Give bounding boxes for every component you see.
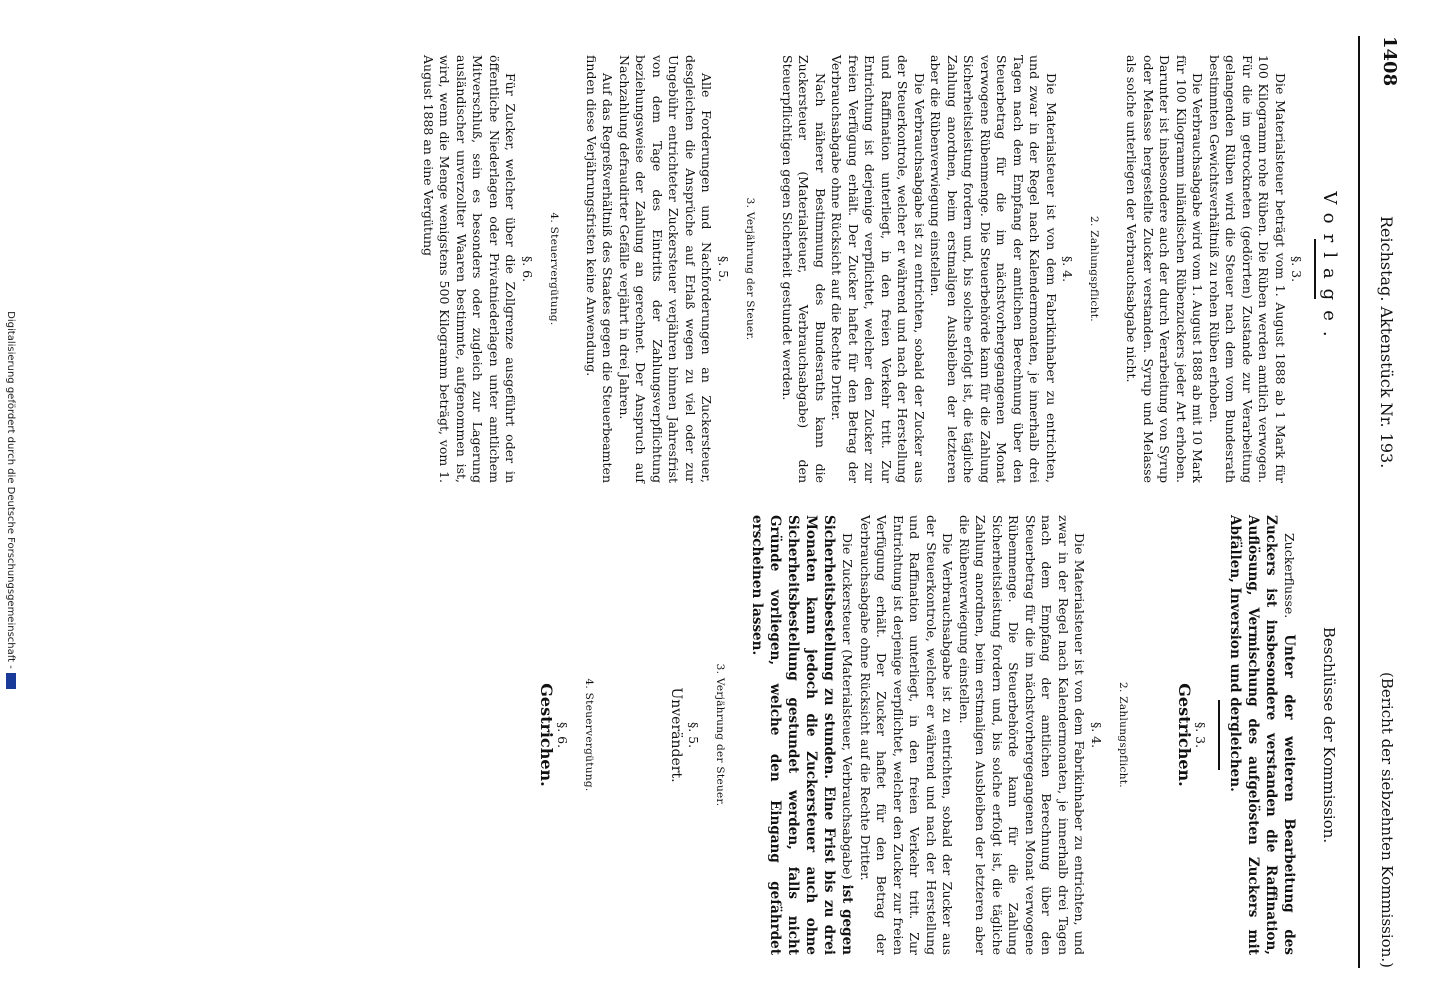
- section-label: §. 5.: [716, 255, 731, 283]
- footer-strip: [0, 0, 20, 1000]
- paragraph: Die Materialsteuer ist von dem Fabrikinhaber zu entrichten, und zwar in der Regel nach Kalendermonaten, je innerhalb drei Tagen nach dem Empfang der amtlichen Berechnung über den Steuerbetrag für die im nächstvorhergegangenen Monat verwogene Rübenmenge. Die Steuerbehörde kann für die Zahlung Sicherheitsleistung fordern und, bis solche erfolgt ist, die tägliche Zahlung anordnen, beim erstmaligen Ausbleiben der letzteren aber die Rübenverwiegung einstellen.: [957, 515, 1088, 955]
- subsection-caption: 2. Zahlungspflicht.: [1088, 216, 1101, 322]
- intro-text: Zuckerflusse.: [1282, 533, 1298, 619]
- dfg-logo-icon: [6, 673, 16, 689]
- column-heading: Beschlüsse der Kommission.: [1320, 626, 1338, 844]
- paragraph: Auf das Regreßverhältniß des Staates gegen die Steuerbeamten finden diese Verjährungsfristen keine Anwendung.: [584, 55, 616, 483]
- column-kommission: [538, 515, 1338, 955]
- header-subtitle: (Bericht der siebzehnten Kommission.): [1378, 672, 1396, 968]
- intro-bold-text: Unter der weiteren Bearbeitung des Zuckers ist insbesondere verstanden die Raffination, Auflösung, Vermischung des aufgelösten Zuckers mit Abfällen, Inversion und dergleichen.: [1227, 515, 1298, 955]
- paragraph: Die Verbrauchsabgabe ist zu entrichten, sobald der Zucker aus der Steuerkontrole, welcher er während und nach der Herstellung und Raffination unterliegt, in den freien Verkehr tritt. Zur Entrichtung ist derjenige verpflichtet, welcher den Zucker zur freien Verfügung erhält. Der Zucker haftet für den Betrag der Verbrauchsabgabe ohne Rücksicht auf die Rechte Dritter.: [829, 55, 927, 483]
- header-rule: [1358, 36, 1360, 968]
- paragraph: [749, 515, 857, 955]
- subsection-caption: 3. Verjährung der Steuer.: [744, 197, 756, 341]
- paragraph: Die Verbrauchsabgabe ist zu entrichten, sobald der Zucker aus der Steuerkontrole, welcher er während und nach der Herstellung und Raffination unterliegt, in den freien Verkehr tritt. Zur Entrichtung ist derjenige verpflichtet, welcher den Zucker zur freien Verfügung erhält. Der Zucker haftet für den Betrag der Verbrauchsabgabe ohne Rücksicht auf die Rechte Dritter.: [858, 515, 956, 955]
- paragraph-intro: [1227, 515, 1299, 955]
- paragraph: Alle Forderungen und Nachforderungen an Zuckersteuer, desgleichen die Ansprüche auf Erlaß wegen zu viel oder zur Ungebühr entrichteter Zuckersteuer verjähren binnen Jahresfrist von dem Tage des Eintritts der Zahlungsverpflichtung beziehungsweise der Zahlung an gerechnet. Der Anspruch auf Nachzahlung defraudirter Gefälle verjährt in drei Jahren.: [617, 55, 715, 483]
- footer: [2, 0, 18, 1000]
- paragraph-bold-text: ist gegen Sicherheitsbestellung zu stunden. Eine Frist bis zu drei Monaten kann jedoch die Zuckersteuer auch ohne Sicherheitsbestellung gestundet werden, falls nicht Gründe vorliegen, welche den Eingang gefährdet erscheinen lassen.: [749, 515, 856, 955]
- page-header: [1364, 36, 1400, 968]
- subsection-caption: 4. Steuervergütung.: [583, 678, 596, 792]
- paragraph: Die Verbrauchsabgabe wird vom 1. August 1888 ab mit 10 Mark für 100 Kilogramm inländischen Rübenzuckers jeder Art erhoben. Darunter ist insbesondere auch der durch Verarbeitung von Syrup oder Melasse hergestellte Zucker verstanden. Syrup und Melasse als solche unterliegen der Verbrauchsabgabe nicht.: [1124, 55, 1206, 483]
- column-vorlage: [420, 55, 1338, 483]
- section-label: §. 3.: [1193, 721, 1209, 749]
- section-label: §. 3.: [1289, 255, 1305, 283]
- section-label: §. 6.: [555, 721, 571, 749]
- section-label: §. 4.: [1060, 255, 1076, 283]
- subsection-caption: 3. Verjährung der Steuer.: [714, 663, 726, 807]
- paragraph: Nach näherer Bestimmung des Bundesraths kann die Zuckersteuer (Materialsteuer, Verbrauchsabgabe) den Steuerpflichtigen gegen Sicherheit gestundet werden.: [780, 55, 828, 483]
- paragraph: Die Materialsteuer beträgt vom 1. August 1888 ab 1 Mark für 100 Kilogramm rohe Rüben. Die Rüben werden amtlich verwogen. Für die im getrockneten (gedörrten) Zustande zur Verarbeitung gelangenden Rüben wird die Steuer nach dem vom Bundesrath bestimmten Gewichtsverhältniß zu rohen Rüben erhoben.: [1207, 55, 1288, 483]
- section-label: §. 5.: [686, 721, 701, 749]
- section-label: §. 6.: [520, 255, 535, 283]
- paragraph: Für Zucker, welcher über die Zollgrenze ausgeführt oder in öffentliche Niederlagen oder Privatniederlagen unter amtlichem Mitverschluß, sein es besonders oder zugleich zur Lagerung ausländischer unverzollter Waaren bestimmte, aufgenommen ist, wird, wenn die Menge wenigstens 500 Kilogramm beträgt, vom 1. August 1888 an eine Vergütung: [421, 55, 519, 483]
- paragraph: Die Materialsteuer ist von dem Fabrikinhaber zu entrichten, und zwar in der Regel nach Kalendermonaten, je innerhalb drei Tagen nach dem Empfang der amtlichen Berechnung über den Steuerbetrag für die im nächstvorhergegangenen Monat verwogene Rübenmenge. Die Steuerbehörde kann für die Zahlung Sicherheitsleistung fordern und, bis solche erfolgt ist, die tägliche Zahlung anordnen, beim erstmaligen Ausbleiben der letzteren aber die Rübenverwiegung einstellen.: [928, 55, 1059, 483]
- header-title: Reichstag. Aktenstück Nr. 193.: [1377, 216, 1396, 469]
- subsection-caption: 2. Zahlungspflicht.: [1117, 682, 1129, 788]
- footer-text: Digitalisierung gefördert durch die Deutsche Forschungsgemeinschaft -: [5, 311, 16, 669]
- column-heading: Vorlage.: [1319, 191, 1340, 347]
- page-number: 1408: [1379, 36, 1400, 87]
- divider-rule: [1219, 700, 1221, 770]
- paragraph-text: Die Zuckersteuer (Materialsteuer, Verbrauchsabgabe): [840, 533, 856, 880]
- heading-rule: [1315, 239, 1317, 299]
- struck-note: Gestrichen.: [1175, 683, 1194, 787]
- section-label: §. 4.: [1089, 721, 1104, 749]
- unchanged-note: Unverändert.: [668, 687, 685, 783]
- struck-note: Gestrichen.: [537, 683, 556, 787]
- subsection-caption: 4. Steuervergütung.: [548, 212, 560, 326]
